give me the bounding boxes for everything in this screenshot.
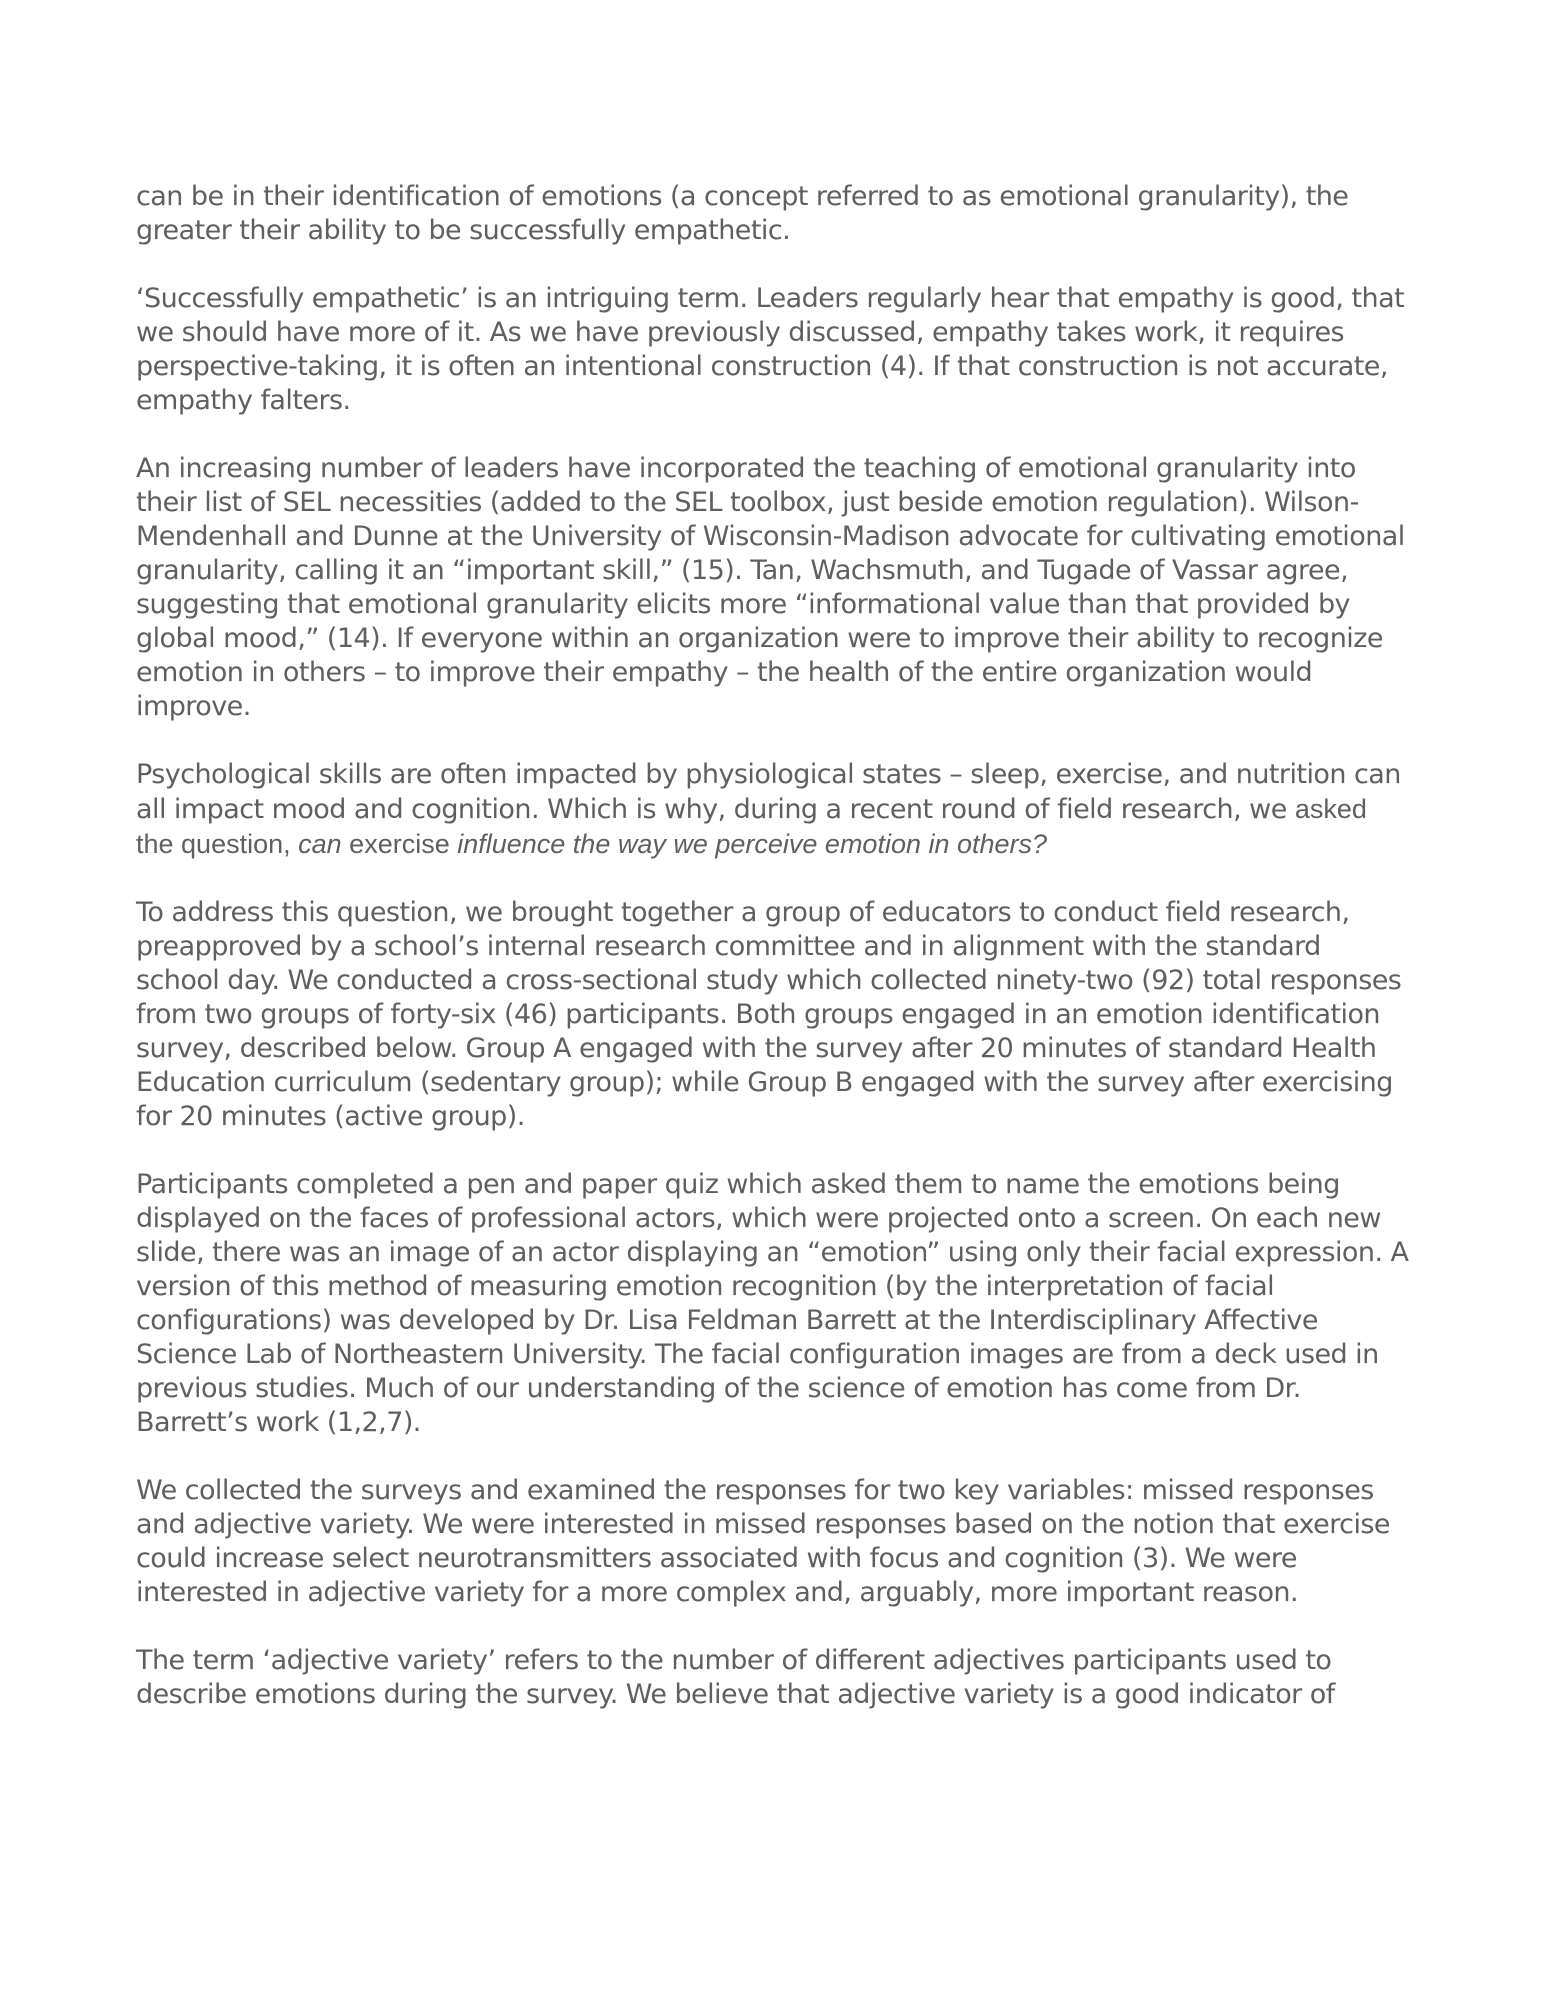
question-italic-text: influence the way we perceive emotion in others? [457, 829, 1048, 859]
question-intro-text: Psychological skills are often impacted by physiological states – sleep, exercise, and nutrition can all impact mood and cognition. Which is why, during a recent round of field research, we [136, 759, 1401, 825]
paragraph-key-variables: We collected the surveys and examined the responses for two key variables: missed responses and adjective variety. We were interested in missed responses based on the notion that exercise could increase select neurotransmitters associated with focus and cognition (3). We were interested in adjective variety for a more complex and, arguably, more important reason. [136, 1475, 1390, 1608]
question-lead-text: asked the question, [136, 794, 1367, 859]
paragraph-adjective-variety: The term ‘adjective variety’ refers to the number of different adjectives participants used to describe emotions during the survey. We believe that adjective variety is a good indicator of [136, 1645, 1335, 1710]
paragraph-quiz-method: Participants completed a pen and paper quiz which asked them to name the emotions being displayed on the faces of professional actors, which were projected onto a screen. On each new slide, there was an image of an actor displaying an “emotion” using only their facial expression. A version of this method of measuring emotion recognition (by the interpretation of facial configurations) was developed by Dr. Lisa Feldman Barrett at the Interdisciplinary Affective Science Lab of Northeastern University. The facial configuration images are from a deck used in previous studies. Much of our understanding of the science of emotion has come from Dr. Barrett’s work (1,2,7). [136, 1169, 1409, 1438]
paragraph-study-design: To address this question, we brought together a group of educators to conduct field research, preapproved by a school’s internal research committee and in alignment with the standard school day. We conducted a cross-sectional study which collected ninety-two (92) total responses from two groups of forty-six (46) participants. Both groups engaged in an emotion identification survey, described below. Group A engaged with the survey after 20 minutes of standard Health Education curriculum (sedentary group); while Group B engaged with the survey after exercising for 20 minutes (active group). [136, 897, 1402, 1132]
question-italic-can: can [298, 829, 342, 859]
paragraph-sel-necessities: An increasing number of leaders have incorporated the teaching of emotional granularity into their list of SEL necessities (added to the SEL toolbox, just beside emotion regulation). Wilson-Mendenhall and Dunne at the University of Wisconsin-Madison advocate for cultivating emotional granularity, calling it an “important skill,” (15). Tan, Wachsmuth, and Tugade of Vassar agree, suggesting that emotional granularity elicits more “informational value than that provided by global mood,” (14). If everyone within an organization were to improve their ability to recognize emotion in others – to improve their empathy – the health of the entire organization would improve. [136, 453, 1405, 722]
paragraph-research-question [136, 758, 1411, 862]
document-page [136, 180, 1411, 1746]
paragraph-successfully-empathetic: ‘Successfully empathetic’ is an intriguing term. Leaders regularly hear that empathy is good, that we should have more of it. As we have previously discussed, empathy takes work, it requires perspective-taking, it is often an intentional construction (4). If that construction is not accurate, empathy falters. [136, 283, 1405, 416]
question-middle-text: exercise [341, 829, 458, 859]
paragraph-granularity-intro: can be in their identification of emotions (a concept referred to as emotional granularity), the greater their ability to be successfully empathetic. [136, 181, 1349, 246]
